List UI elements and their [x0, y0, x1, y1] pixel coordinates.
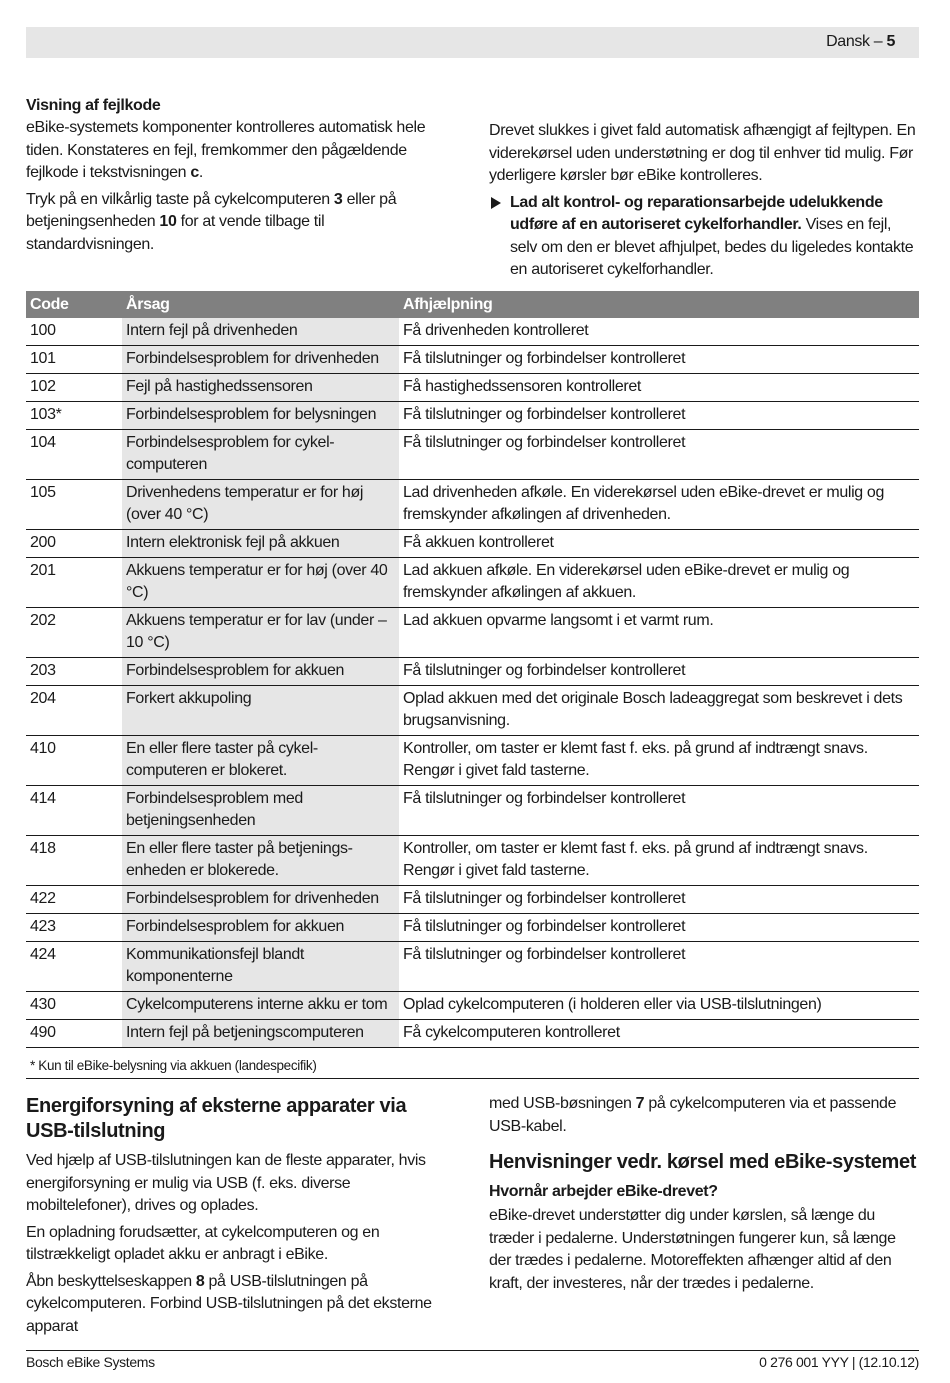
cause-cell: En eller flere taster på betjenings-enheden er blokerede.: [122, 836, 399, 886]
right-bottom-column: [489, 1093, 919, 1299]
footer-divider: [26, 1350, 919, 1351]
error-code-cell: 104: [26, 430, 122, 480]
page-header: [826, 33, 895, 51]
page-number: 5: [886, 33, 895, 50]
error-code-cell: 204: [26, 686, 122, 736]
riding-paragraph: eBike-drevet understøtter dig under kørslen, så længe du træder i pedalerne. Understøtningen fungerer kun, så længe der trædes i pedalerne. Motoreffekten afhænger altid af den kraft, der investeres, når der trædes i pedalerne.: [489, 1207, 896, 1292]
subheading-when-drive-works: Hvornår arbejder eBike-drevet?: [489, 1183, 718, 1200]
table-row: [26, 836, 919, 886]
error-code-cell: 418: [26, 836, 122, 886]
error-code-cell: 430: [26, 992, 122, 1020]
cause-cell: Cykelcomputerens interne akku er tom: [122, 992, 399, 1020]
error-code-cell: 490: [26, 1020, 122, 1048]
remedy-cell: Lad drivenheden afkøle. En viderekørsel uden eBike-drevet er mulig og fremskynder afkølingen af drivenheden.: [399, 480, 919, 530]
cause-cell: Drivenhedens temperatur er for høj (over 40 °C): [122, 480, 399, 530]
table-footnote: * Kun til eBike-belysning via akkuen (landespecifik): [26, 1057, 919, 1079]
remedy-cell: Oplad akkuen med det originale Bosch ladeaggregat som beskrevet i dets brugsanvisning.: [399, 686, 919, 736]
header-dash: –: [869, 33, 887, 50]
table-row: [26, 1020, 919, 1048]
cause-cell: Kommunikationsfejl blandt komponenterne: [122, 942, 399, 992]
remedy-cell: Lad akkuen opvarme langsomt i et varmt rum.: [399, 608, 919, 658]
cause-cell: Fejl på hastighedssensoren: [122, 374, 399, 402]
error-code-cell: 422: [26, 886, 122, 914]
remedy-cell: Få tilslutninger og forbindelser kontrolleret: [399, 786, 919, 836]
right-intro-column: [489, 120, 919, 286]
left-intro-column: [26, 95, 456, 260]
section-heading-riding-notes: Henvisninger vedr. kørsel med eBike-systemet: [489, 1151, 917, 1173]
error-code-cell: 414: [26, 786, 122, 836]
error-code-cell: 410: [26, 736, 122, 786]
table-row: [26, 942, 919, 992]
table-row: [26, 558, 919, 608]
cause-cell: Akkuens temperatur er for lav (under – 10 °C): [122, 608, 399, 658]
remedy-cell: Få tilslutninger og forbindelser kontrolleret: [399, 942, 919, 992]
remedy-cell: Kontroller, om taster er klemt fast f. eks. på grund af indtrængt snavs. Rengør i givet fald tasterne.: [399, 736, 919, 786]
footer-brand: Bosch eBike Systems: [26, 1354, 155, 1370]
error-code-cell: 103*: [26, 402, 122, 430]
table-row: [26, 608, 919, 658]
table-row: [26, 686, 919, 736]
error-code-cell: 101: [26, 346, 122, 374]
usb-paragraph-3: Åbn beskyttelseskappen 8 på USB-tilslutningen på cykelcomputeren. Forbind USB-tilslutningen på det eksterne apparat: [26, 1272, 432, 1335]
cause-cell: Forbindelsesproblem for akkuen: [122, 658, 399, 686]
column-header-remedy: Afhjælpning: [399, 291, 919, 318]
intro-paragraph-1: eBike-systemets komponenter kontrolleres automatisk hele tiden. Konstateres en fejl, fremkommer den pågældende fejlkode i tekstvisningen c.: [26, 119, 426, 181]
footer-doc-number: 0 276 001 YYY | (12.10.12): [759, 1354, 919, 1370]
table-header-row: [26, 291, 919, 318]
remedy-cell: Kontroller, om taster er klemt fast f. eks. på grund af indtrængt snavs. Rengør i givet fald tasterne.: [399, 836, 919, 886]
cause-cell: Forbindelsesproblem for cykel-computeren: [122, 430, 399, 480]
remedy-cell: Få cykelcomputeren kontrolleret: [399, 1020, 919, 1048]
column-header-code: Code: [26, 291, 122, 318]
error-code-cell: 105: [26, 480, 122, 530]
cause-cell: Forkert akkupoling: [122, 686, 399, 736]
table-row: [26, 886, 919, 914]
remedy-cell: Få hastighedssensoren kontrolleret: [399, 374, 919, 402]
remedy-cell: Få tilslutninger og forbindelser kontrolleret: [399, 886, 919, 914]
table-row: [26, 374, 919, 402]
error-code-cell: 203: [26, 658, 122, 686]
cause-cell: Intern fejl på betjeningscomputeren: [122, 1020, 399, 1048]
error-code-cell: 423: [26, 914, 122, 942]
table-row: [26, 992, 919, 1020]
section-heading-error-display: Visning af fejlkode: [26, 97, 161, 114]
remedy-cell: Få tilslutninger og forbindelser kontrolleret: [399, 430, 919, 480]
cause-cell: Intern fejl på drivenheden: [122, 318, 399, 346]
remedy-cell: Få drivenheden kontrolleret: [399, 318, 919, 346]
intro-paragraph-2: Tryk på en vilkårlig taste på cykelcomputeren 3 eller på betjeningsenheden 10 for at vende tilbage til standardvisningen.: [26, 190, 397, 253]
usb-paragraph-2: En opladning forudsætter, at cykelcomputeren og en tilstrækkeligt opladet akku er anbragt i eBike.: [26, 1223, 380, 1263]
error-code-cell: 200: [26, 530, 122, 558]
warning-bullet: Lad alt kontrol- og reparationsarbejde udelukkende udføre af en autoriseret cykelforhandler. Vises en fejl, selv om den er blevet afhjulpet, bedes du ligeledes kontakte en autoriseret cykelforhandler.: [489, 192, 919, 282]
remedy-cell: Lad akkuen afkøle. En viderekørsel uden eBike-drevet er mulig og fremskynder afkølingen af akkuen.: [399, 558, 919, 608]
table-row: [26, 658, 919, 686]
right-intro-paragraph: Drevet slukkes i givet fald automatisk afhængigt af fejltypen. En viderekørsel uden understøtning er dog til enhver tid mulig. Før yderligere kørsler bør eBike kontrolleres.: [489, 122, 916, 184]
page-header-bar: [26, 27, 919, 58]
bullet-triangle-icon: [491, 197, 501, 209]
error-code-cell: 202: [26, 608, 122, 658]
section-heading-usb: Energiforsyning af eksterne apparater via USB-tilslutning: [26, 1095, 407, 1142]
table-row: [26, 402, 919, 430]
error-code-cell: 424: [26, 942, 122, 992]
error-code-cell: 100: [26, 318, 122, 346]
header-language: Dansk: [826, 33, 870, 50]
cause-cell: Akkuens temperatur er for høj (over 40 °C): [122, 558, 399, 608]
cause-cell: Intern elektronisk fejl på akkuen: [122, 530, 399, 558]
cause-cell: En eller flere taster på cykel-computeren er blokeret.: [122, 736, 399, 786]
remedy-cell: Få tilslutninger og forbindelser kontrolleret: [399, 402, 919, 430]
remedy-cell: Få tilslutninger og forbindelser kontrolleret: [399, 346, 919, 374]
table-row: [26, 530, 919, 558]
table-row: [26, 346, 919, 374]
remedy-cell: Få akkuen kontrolleret: [399, 530, 919, 558]
error-code-table: [26, 291, 919, 1048]
cause-cell: Forbindelsesproblem med betjeningsenheden: [122, 786, 399, 836]
remedy-cell: Få tilslutninger og forbindelser kontrolleret: [399, 914, 919, 942]
table-row: [26, 914, 919, 942]
error-code-cell: 102: [26, 374, 122, 402]
cause-cell: Forbindelsesproblem for drivenheden: [122, 346, 399, 374]
table-row: [26, 318, 919, 346]
column-header-cause: Årsag: [122, 291, 399, 318]
table-row: [26, 786, 919, 836]
table-row: [26, 430, 919, 480]
table-row: [26, 480, 919, 530]
usb-paragraph-1: Ved hjælp af USB-tilslutningen kan de fleste apparater, hvis energiforsyning er mulig via USB (f. eks. diverse mobiltelefoner), drives og oplades.: [26, 1152, 426, 1214]
table-row: [26, 736, 919, 786]
cause-cell: Forbindelsesproblem for belysningen: [122, 402, 399, 430]
remedy-cell: Få tilslutninger og forbindelser kontrolleret: [399, 658, 919, 686]
cause-cell: Forbindelsesproblem for drivenheden: [122, 886, 399, 914]
remedy-cell: Oplad cykelcomputeren (i holderen eller via USB-tilslutningen): [399, 992, 919, 1020]
usb-paragraph-continued: med USB-bøsningen 7 på cykelcomputeren via et passende USB-kabel.: [489, 1095, 897, 1135]
error-code-cell: 201: [26, 558, 122, 608]
cause-cell: Forbindelsesproblem for akkuen: [122, 914, 399, 942]
left-bottom-column: [26, 1094, 456, 1342]
